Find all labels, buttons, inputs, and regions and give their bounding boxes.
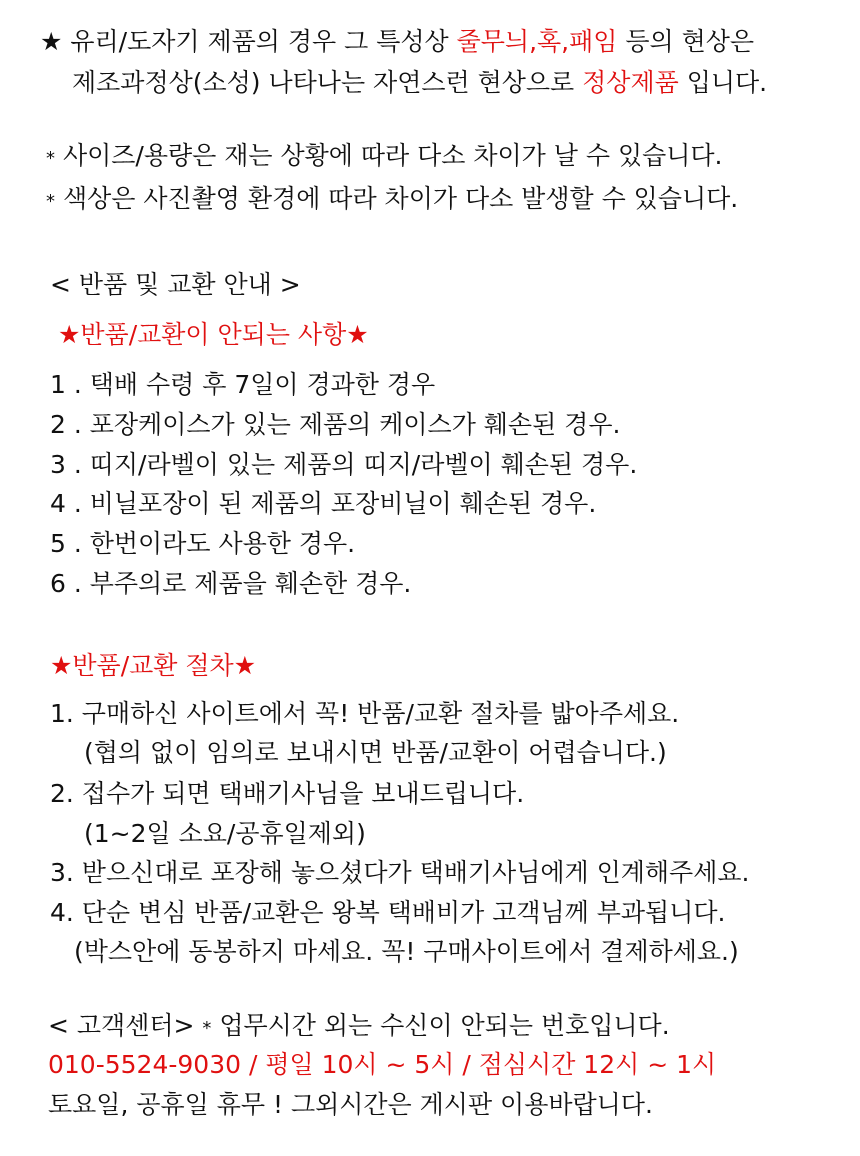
asterisk-icon: * — [46, 191, 55, 212]
not-allowed-item: 6 . 부주의로 제품을 훼손한 경우. — [50, 569, 412, 598]
procedure-title: ★반품/교환 절차★ — [50, 651, 257, 680]
procedure-note: (박스안에 동봉하지 마세요. 꼭! 구매사이트에서 결제하세요.) — [74, 937, 739, 966]
asterisk-icon: * — [46, 148, 55, 169]
customer-center-closed: 토요일, 공휴일 휴무 ! 그외시간은 게시판 이용바랍니다. — [48, 1090, 653, 1119]
notice-color-line: * 색상은 사진촬영 환경에 따라 차이가 다소 발생할 수 있습니다. — [46, 184, 739, 213]
procedure-step: 4. 단순 변심 반품/교환은 왕복 택배비가 고객님께 부과됩니다. — [50, 898, 726, 927]
customer-center-hours: 010-5524-9030 / 평일 10시 ~ 5시 / 점심시간 12시 ~ 1시 — [48, 1050, 717, 1079]
customer-center-label: < 고객센터> — [48, 1011, 195, 1040]
customer-center-note: 업무시간 외는 수신이 안되는 번호입니다. — [219, 1011, 670, 1040]
highlight-normal-product: 정상제품 — [582, 68, 679, 97]
procedure-step: 3. 받으신대로 포장해 놓으셨다가 택배기사님에게 인계해주세요. — [50, 858, 750, 887]
procedure-step: 2. 접수가 되면 택배기사님을 보내드립니다. — [50, 779, 525, 808]
not-allowed-item: 4 . 비닐포장이 된 제품의 포장비닐이 훼손된 경우. — [50, 489, 597, 518]
procedure-note: (협의 없이 임의로 보내시면 반품/교환이 어렵습니다.) — [84, 738, 667, 767]
notice-size-line: * 사이즈/용량은 재는 상황에 따라 다소 차이가 날 수 있습니다. — [46, 141, 723, 170]
not-allowed-item: 5 . 한번이라도 사용한 경우. — [50, 529, 356, 558]
not-allowed-title: ★반품/교환이 안되는 사항★ — [58, 320, 369, 349]
procedure-note: (1~2일 소요/공휴일제외) — [84, 819, 366, 848]
returns-heading: < 반품 및 교환 안내 > — [50, 270, 301, 299]
highlight-defects: 줄무늬,혹,패임 — [456, 27, 618, 56]
notice-line-2: 제조과정상(소성) 나타나는 자연스런 현상으로 정상제품 입니다. — [72, 68, 768, 97]
notice-line-1: ★ 유리/도자기 제품의 경우 그 특성상 줄무늬,혹,패임 등의 현상은 — [40, 27, 755, 56]
not-allowed-item: 3 . 띠지/라벨이 있는 제품의 띠지/라벨이 훼손된 경우. — [50, 450, 638, 479]
customer-center-line — [48, 1009, 670, 1046]
asterisk-icon: * — [202, 1018, 212, 1039]
not-allowed-item: 1 . 택배 수령 후 7일이 경과한 경우 — [50, 370, 436, 399]
procedure-step: 1. 구매하신 사이트에서 꼭! 반품/교환 절차를 밟아주세요. — [50, 699, 680, 728]
not-allowed-item: 2 . 포장케이스가 있는 제품의 케이스가 훼손된 경우. — [50, 410, 621, 439]
